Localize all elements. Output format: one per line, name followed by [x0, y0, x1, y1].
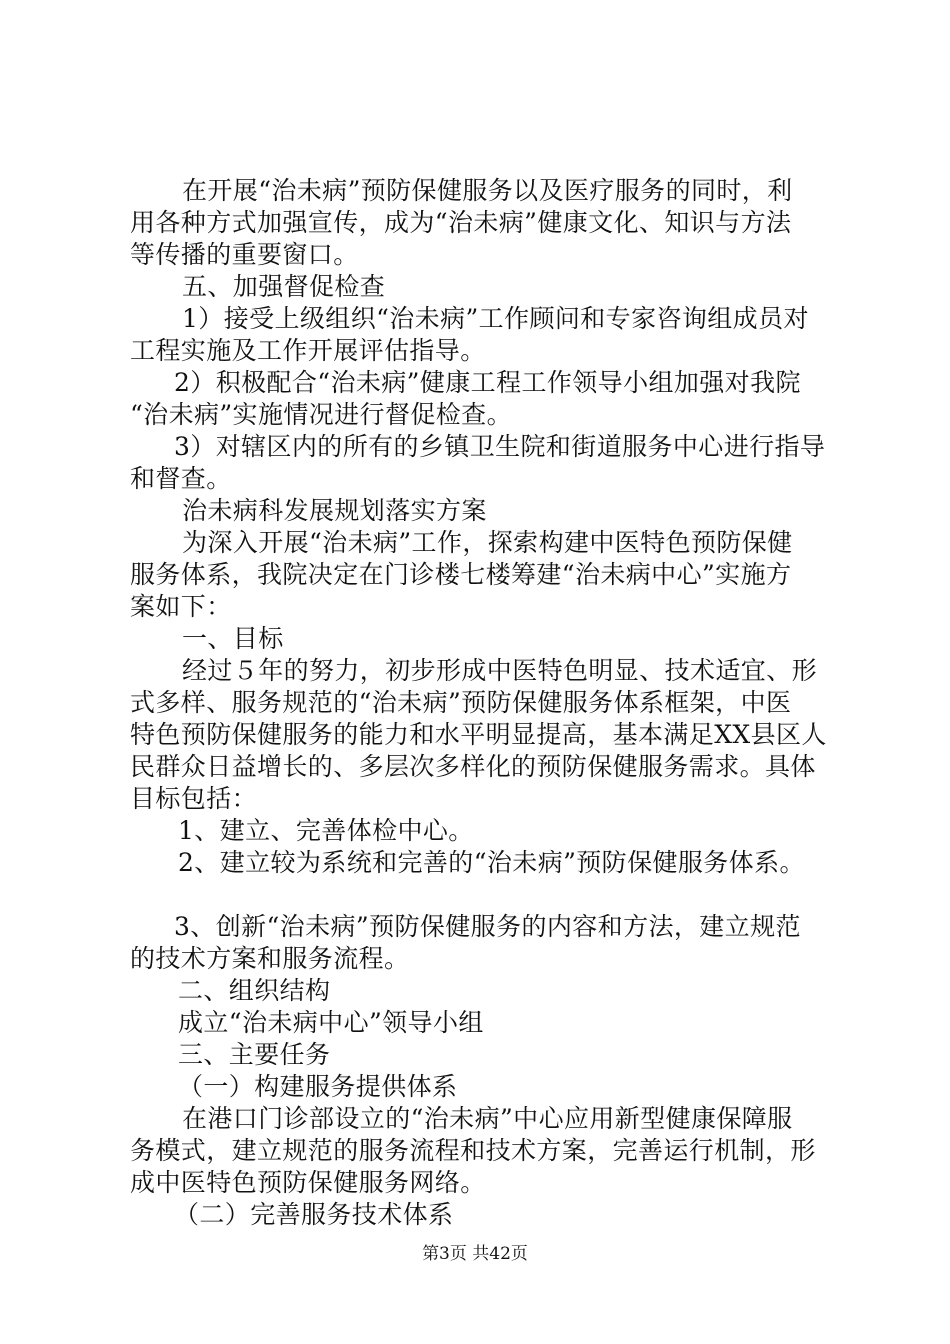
text-line: 和督查。 [130, 464, 232, 493]
subsection-heading: （二）完善服务技术体系 [174, 1200, 454, 1229]
text-line: 3）对辖区内的所有的乡镇卫生院和街道服务中心进行指导 [174, 432, 826, 461]
text-line: 成立“治未病中心”领导小组 [178, 1008, 484, 1037]
list-item: 2、建立较为系统和完善的“治未病”预防保健服务体系。 [178, 848, 805, 877]
section-heading: 五、加强督促检查 [182, 272, 386, 301]
section-heading: 二、组织结构 [178, 976, 331, 1005]
list-item: 3、创新“治未病”预防保健服务的内容和方法，建立规范 [174, 912, 801, 941]
text-line: 为深入开展“治未病”工作，探索构建中医特色预防保健 [182, 528, 793, 557]
text-line: 等传播的重要窗口。 [130, 240, 359, 269]
page-number-footer: 第3页 共42页 [422, 1244, 528, 1264]
text-line: 特色预防保健服务的能力和水平明显提高，基本满足XX县区人 [130, 720, 827, 749]
list-item: 1、建立、完善体检中心。 [178, 816, 474, 845]
text-line: 案如下： [130, 592, 232, 621]
text-line: 用各种方式加强宣传，成为“治未病”健康文化、知识与方法 [130, 208, 792, 237]
text-line: 1）接受上级组织“治未病”工作顾问和专家咨询组成员对 [182, 304, 809, 333]
text-line: 在开展“治未病”预防保健服务以及医疗服务的同时，利 [182, 176, 793, 205]
text-line: 民群众日益增长的、多层次多样化的预防保健服务需求。具体 [130, 752, 816, 781]
text-line: 成中医特色预防保健服务网络。 [130, 1168, 486, 1197]
section-heading: 三、主要任务 [178, 1040, 331, 1069]
text-line: 式多样、服务规范的“治未病”预防保健服务体系框架，中医 [130, 688, 792, 717]
text-line: “治未病”实施情况进行督促检查。 [130, 400, 512, 429]
document-title: 治未病科发展规划落实方案 [182, 496, 487, 525]
text-line: 务模式，建立规范的服务流程和技术方案，完善运行机制，形 [130, 1136, 816, 1165]
text-line: 服务体系，我院决定在门诊楼七楼筹建“治未病中心”实施方 [130, 560, 792, 589]
section-heading: 一、目标 [182, 624, 284, 653]
text-line: 在港口门诊部设立的“治未病”中心应用新型健康保障服 [182, 1104, 793, 1133]
text-line: 的技术方案和服务流程。 [130, 944, 410, 973]
text-line: 2）积极配合“治未病”健康工程工作领导小组加强对我院 [174, 368, 801, 397]
text-line: 目标包括： [130, 784, 258, 813]
text-line: 工程实施及工作开展评估指导。 [130, 336, 486, 365]
subsection-heading: （一）构建服务提供体系 [178, 1072, 458, 1101]
text-line: 经过５年的努力，初步形成中医特色明显、技术适宜、形 [182, 656, 818, 685]
